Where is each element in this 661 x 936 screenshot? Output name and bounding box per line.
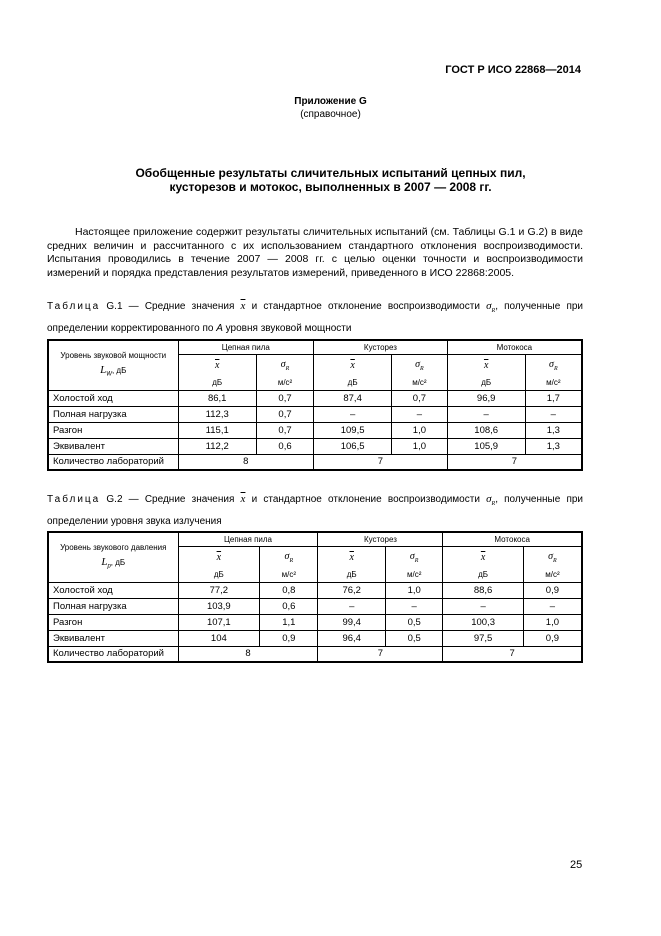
table-row: [48, 614, 582, 630]
mean-symbol: $\overline{x}$: [240, 300, 246, 312]
table-cell: 0,6: [256, 438, 313, 454]
table-cell: 0,7: [256, 406, 313, 422]
title-line-1: Обобщенные результаты сличительных испытаний цепных пил,: [135, 166, 526, 180]
unit-db: дБ: [178, 568, 260, 582]
table-cell: 103,9: [178, 598, 260, 614]
table-cell: 112,2: [178, 438, 256, 454]
labs-label: Количество лабораторий: [48, 454, 178, 470]
table2-caption-end: , полученные при определении уровня звука излучения: [47, 494, 584, 528]
table-cell: 0,9: [260, 630, 318, 646]
table-cell: 105,9: [447, 438, 525, 454]
table1-caption-end: , полученные при определении корректированного по: [47, 301, 584, 335]
table-cell: 109,5: [314, 422, 392, 438]
table1-group-chainsaw: Цепная пила: [178, 340, 314, 354]
mean-symbol-cell: $\overline{x}$: [314, 354, 392, 376]
table-g1: [47, 339, 583, 471]
table2-caption-mid: и стандартное отклонение воспроизводимости: [251, 494, 480, 505]
sigma-symbol-cell: $\sigma_R$: [260, 546, 318, 568]
unit-db: дБ: [447, 376, 525, 390]
unit-ms2: м/с²: [392, 376, 448, 390]
table-cell: 0,7: [392, 390, 448, 406]
table1-group-brushcutter: Кусторез: [314, 340, 448, 354]
unit-ms2: м/с²: [385, 568, 442, 582]
table2-caption-word: Таблица: [47, 494, 101, 505]
table1-caption-word: Таблица: [47, 301, 101, 312]
table-cell: 99,4: [318, 614, 385, 630]
appendix-title: Приложение G: [294, 96, 367, 107]
table-cell: 1,0: [392, 438, 448, 454]
table-cell: –: [392, 406, 448, 422]
table-cell: 115,1: [178, 422, 256, 438]
table-cell: 1,3: [525, 422, 582, 438]
labs-row: [48, 454, 582, 470]
row-label: Разгон: [48, 614, 178, 630]
table-cell: –: [385, 598, 442, 614]
table-row: [48, 630, 582, 646]
row-label: Эквивалент: [48, 438, 178, 454]
labs-count: 8: [178, 646, 318, 662]
sigma-symbol-cell: $\sigma_R$: [523, 546, 582, 568]
table-cell: –: [447, 406, 525, 422]
sigma-symbol-cell: $\sigma_R$: [385, 546, 442, 568]
mean-symbol-cell: $\overline{x}$: [318, 546, 385, 568]
table1-caption-mid: и стандартное отклонение воспроизводимости: [251, 301, 480, 312]
table2-corner: Уровень звукового давления $L_p$, дБ: [48, 532, 178, 582]
row-label: Холостой ход: [48, 390, 178, 406]
labs-count: 8: [178, 454, 314, 470]
table-cell: 107,1: [178, 614, 260, 630]
unit-db: дБ: [443, 568, 523, 582]
unit-ms2: м/с²: [525, 376, 582, 390]
table-cell: 1,0: [385, 582, 442, 598]
labs-count: 7: [443, 646, 582, 662]
unit-ms2: м/с²: [523, 568, 582, 582]
table-cell: 0,6: [260, 598, 318, 614]
table-cell: 1,0: [523, 614, 582, 630]
labs-count: 7: [447, 454, 582, 470]
table-cell: 87,4: [314, 390, 392, 406]
table-cell: –: [443, 598, 523, 614]
table-row: [48, 582, 582, 598]
sigma-symbol: $\sigma_R$: [486, 493, 496, 508]
table-cell: 77,2: [178, 582, 260, 598]
table-cell: 0,7: [256, 422, 313, 438]
table-row: [48, 438, 582, 454]
labs-count: 7: [314, 454, 448, 470]
unit-db: дБ: [314, 376, 392, 390]
table-cell: –: [318, 598, 385, 614]
table2-caption-num: G.2 — Средние значения: [106, 494, 235, 505]
table-cell: –: [523, 598, 582, 614]
document-title: [60, 166, 601, 194]
sigma-symbol: $\sigma_R$: [486, 300, 496, 315]
table-row: [48, 406, 582, 422]
table-cell: 88,6: [443, 582, 523, 598]
table-cell: 0,5: [385, 614, 442, 630]
table1-caption: [47, 298, 583, 337]
table-cell: 0,9: [523, 582, 582, 598]
intro-paragraph: Настоящее приложение содержит результаты сличительных испытаний (см. Таблицы G.1 и G.2) в виде средних величин и рассчитанного с их использованием стандартного отклонения воспроизводимости. Испытания проводились в течение 2007 — 2008 гг. с целью оценки точности и воспроизводимости измерений и порядка представления результатов измерений, приведенного в ИСО 22868:2005.: [47, 226, 583, 279]
table1-group-trimmer: Мотокоса: [447, 340, 582, 354]
table-cell: 0,7: [256, 390, 313, 406]
table-cell: 1,3: [525, 438, 582, 454]
labs-count: 7: [318, 646, 443, 662]
row-label: Полная нагрузка: [48, 406, 178, 422]
table-cell: 0,5: [385, 630, 442, 646]
table2-group-chainsaw: Цепная пила: [178, 532, 318, 546]
table-cell: 96,9: [447, 390, 525, 406]
table2-group-brushcutter: Кусторез: [318, 532, 443, 546]
table-cell: 1,1: [260, 614, 318, 630]
table-cell: –: [314, 406, 392, 422]
table-cell: 0,8: [260, 582, 318, 598]
labs-label: Количество лабораторий: [48, 646, 178, 662]
mean-symbol-cell: $\overline{x}$: [447, 354, 525, 376]
table-cell: 96,4: [318, 630, 385, 646]
table-cell: 97,5: [443, 630, 523, 646]
mean-symbol-cell: $\overline{x}$: [443, 546, 523, 568]
unit-ms2: м/с²: [256, 376, 313, 390]
row-label: Полная нагрузка: [48, 598, 178, 614]
table-cell: 106,5: [314, 438, 392, 454]
table-cell: 104: [178, 630, 260, 646]
table-cell: 86,1: [178, 390, 256, 406]
row-label: Эквивалент: [48, 630, 178, 646]
table1-corner: Уровень звуковой мощности $L_W$, дБ: [48, 340, 178, 390]
table-cell: 76,2: [318, 582, 385, 598]
row-label: Холостой ход: [48, 582, 178, 598]
table-g2: [47, 531, 583, 663]
unit-ms2: м/с²: [260, 568, 318, 582]
table1-caption-a: A: [216, 323, 223, 335]
table2-caption: [47, 491, 583, 530]
appendix-subtitle: (справочное): [300, 109, 361, 120]
table-row: [48, 390, 582, 406]
table-cell: 1,0: [392, 422, 448, 438]
table-cell: 100,3: [443, 614, 523, 630]
appendix-heading: [0, 95, 661, 121]
sigma-symbol-cell: $\sigma_R$: [392, 354, 448, 376]
table-cell: 0,9: [523, 630, 582, 646]
table-row: [48, 598, 582, 614]
row-label: Разгон: [48, 422, 178, 438]
sigma-symbol-cell: $\sigma_R$: [525, 354, 582, 376]
mean-symbol-cell: $\overline{x}$: [178, 546, 260, 568]
table1-caption-tail: уровня звуковой мощности: [225, 323, 352, 335]
unit-db: дБ: [178, 376, 256, 390]
table2-group-trimmer: Мотокоса: [443, 532, 582, 546]
labs-row: [48, 646, 582, 662]
standard-designation: ГОСТ Р ИСО 22868—2014: [445, 64, 581, 76]
table-row: [48, 422, 582, 438]
title-line-2: кусторезов и мотокос, выполненных в 2007 — 2008 гг.: [169, 180, 492, 194]
table-cell: 1,7: [525, 390, 582, 406]
table-cell: 112,3: [178, 406, 256, 422]
table-cell: –: [525, 406, 582, 422]
page-number: 25: [570, 859, 583, 871]
mean-symbol: $\overline{x}$: [240, 493, 246, 505]
sigma-symbol-cell: $\sigma_R$: [256, 354, 313, 376]
mean-symbol-cell: $\overline{x}$: [178, 354, 256, 376]
table1-caption-num: G.1 — Средние значения: [106, 301, 235, 312]
unit-db: дБ: [318, 568, 385, 582]
table-cell: 108,6: [447, 422, 525, 438]
